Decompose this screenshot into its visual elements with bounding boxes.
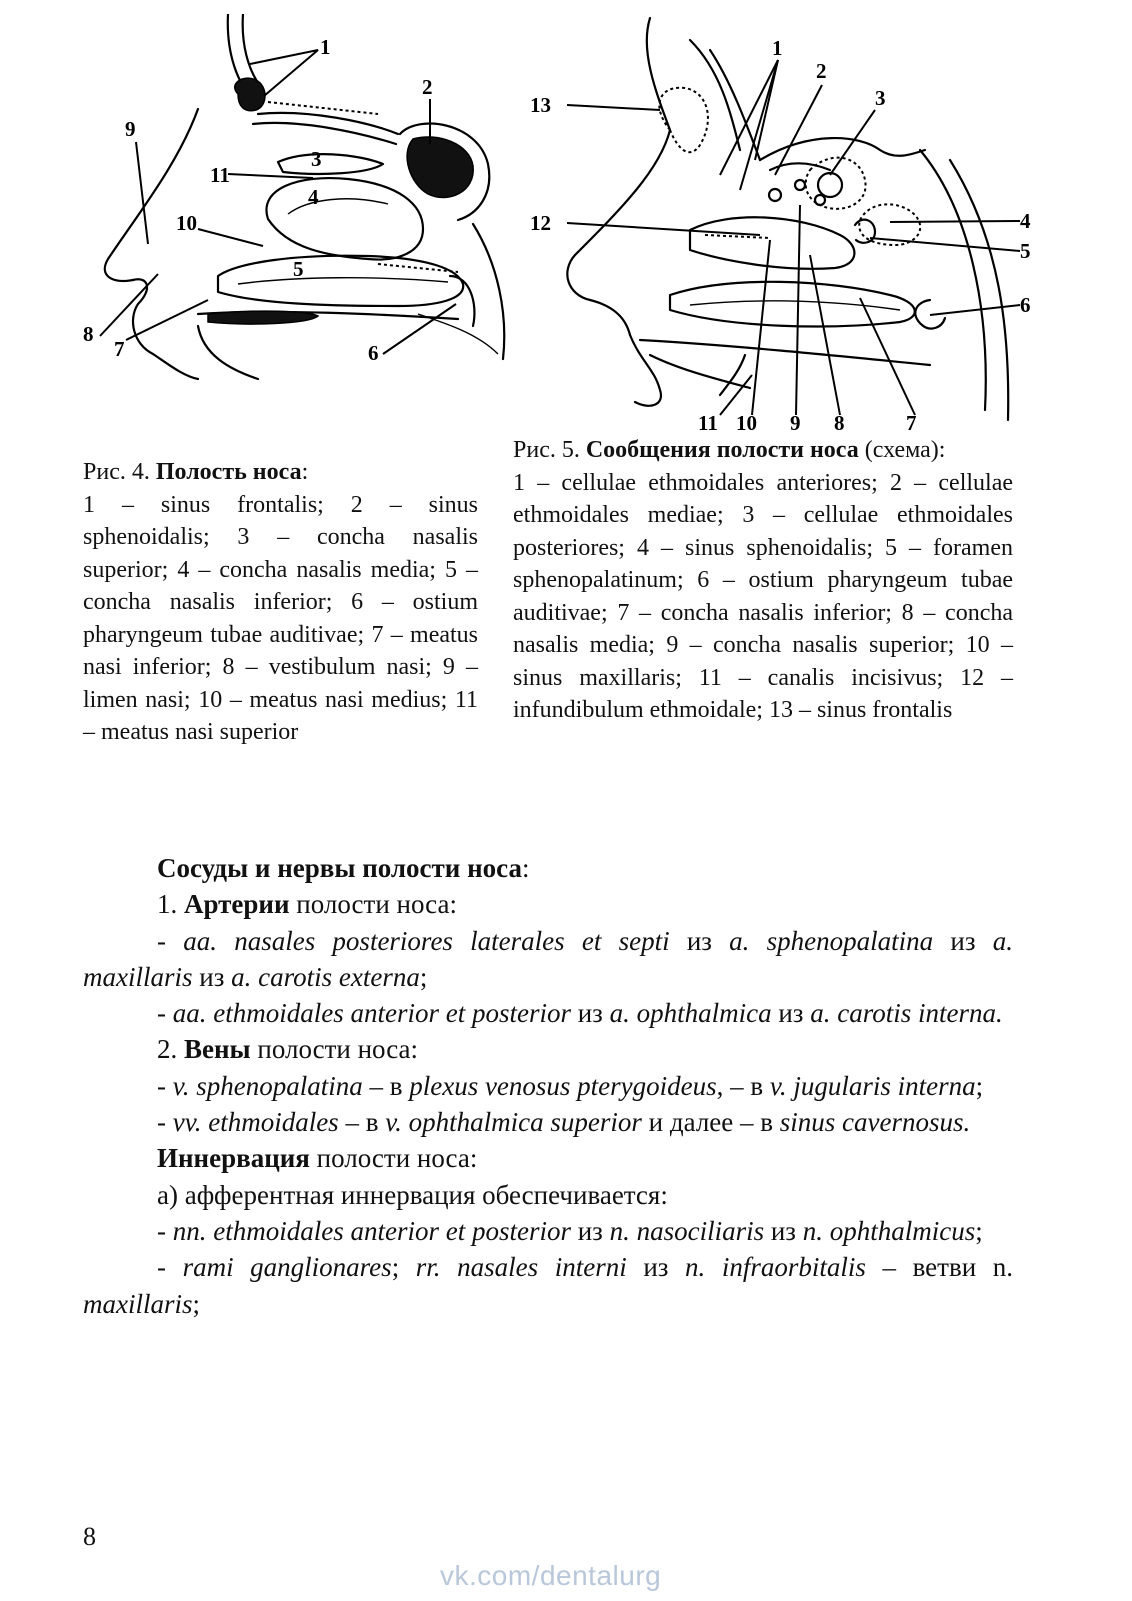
figure-4-label-1: 1	[320, 35, 331, 59]
figure-4-label-4: 4	[308, 185, 319, 209]
figure-4-caption-prefix: Рис. 4.	[83, 459, 156, 485]
veins-item-2-c: v. ophthalmica superior	[385, 1107, 642, 1138]
figure-5-label-7: 7	[906, 411, 917, 435]
arteries-item-2-a: - aa. ethmoidales anterior et posterior	[157, 998, 571, 1029]
figure-5-label-6: 6	[1020, 293, 1031, 317]
figure-5-label-9: 9	[790, 411, 801, 435]
arteries-item-2-e: a. carotis interna.	[810, 998, 1003, 1029]
section-heading	[83, 850, 1013, 886]
arteries-item-2	[83, 995, 1013, 1031]
innervation-item-2-c: rr. nasales interni	[415, 1252, 627, 1283]
figure-5-label-8: 8	[834, 411, 845, 435]
veins-item-1-f: ;	[975, 1070, 984, 1101]
innervation-item-1-f: ;	[975, 1215, 983, 1246]
arteries-item-1-d: из	[933, 925, 993, 956]
arteries-item-1-b: из	[669, 925, 730, 956]
figure-4-label-7: 7	[114, 337, 125, 361]
veins-item-2-a: - vv. ethmoidales	[157, 1107, 339, 1138]
figure-4-caption	[83, 456, 478, 749]
figure-4-illustration	[78, 14, 518, 386]
innervation-item-1-c: n. nasociliaris	[609, 1215, 765, 1246]
arteries-item-1	[83, 923, 1013, 996]
figure-5-label-1: 1	[772, 36, 783, 60]
arteries-bold: Артерии	[184, 889, 290, 920]
figure-4-label-10: 10	[176, 211, 197, 235]
innervation-rest: полости носа:	[309, 1143, 478, 1174]
innervation-item-1-b: из	[570, 1215, 610, 1246]
veins-item-1-e: v. jugularis interna	[769, 1070, 976, 1101]
arteries-heading	[83, 886, 1013, 922]
figure-4-label-6: 6	[368, 341, 379, 365]
innervation-item-2-a: - rami ganglionares	[157, 1252, 392, 1283]
figure-4-label-9: 9	[125, 117, 136, 141]
figure-5-label-12: 12	[530, 211, 551, 235]
body-text	[83, 850, 1013, 1322]
innervation-item-2	[83, 1249, 1013, 1322]
innervation-item-1	[83, 1213, 1013, 1249]
innervation-item-2-h: ;	[192, 1288, 201, 1319]
innervation-item-1-d: из	[764, 1215, 803, 1246]
veins-item-1-c: plexus venosus pterygoideus	[409, 1070, 717, 1101]
figure-5-nasal-communications	[530, 10, 1050, 436]
figure-5-caption-suffix: (схема):	[858, 437, 946, 463]
figure-4-label-3: 3	[311, 147, 322, 171]
figure-5-caption-title	[513, 434, 1013, 467]
innervation-item-2-g: maxillaris	[83, 1288, 193, 1319]
figure-5-label-5: 5	[1020, 239, 1031, 263]
figure-5-caption-text: 1 – cellulae ethmoidales anteriores; 2 – cellulae ethmoidales mediae; 3 – cellulae ethmoidales posteriores; 4 – sinus sphenoidalis; 5 – foramen sphenopalatinum; 6 – ostium pharyngeum tubae auditivae; 7 – concha nasalis inferior; 8 – concha nasalis media; 9 – concha nasalis superior; 10 – sinus maxillaris; 11 – canalis incisivus; 12 – infundibulum ethmoidale; 13 – sinus frontalis	[513, 469, 1013, 723]
innervation-item-2-e: n. infraorbitalis	[685, 1252, 866, 1283]
veins-item-2	[83, 1104, 1013, 1140]
arteries-item-1-f: из	[192, 961, 232, 992]
figure-5-caption-prefix: Рис. 5.	[513, 437, 586, 463]
figure-4-caption-bold: Полость носа	[155, 459, 302, 485]
arteries-item-1-h: ;	[419, 961, 428, 992]
figure-4-caption-suffix: :	[301, 459, 309, 485]
innervation-item-2-f: – ветви n.	[865, 1252, 1013, 1283]
innervation-item-2-b: ;	[391, 1252, 416, 1283]
innervation-item-1-a: - nn. ethmoidales anterior et posterior	[157, 1215, 571, 1246]
veins-bold: Вены	[184, 1034, 251, 1065]
arteries-item-1-c: a. sphenopalatina	[729, 925, 934, 956]
figure-5-label-13: 13	[530, 93, 551, 117]
arteries-item-1-e: a. maxillaris	[83, 925, 1013, 992]
arteries-rest: полости носа:	[289, 889, 457, 920]
veins-num: 2.	[157, 1034, 184, 1065]
figure-5-label-10: 10	[736, 411, 757, 435]
veins-item-1-a: - v. sphenopalatina	[157, 1070, 363, 1101]
section-heading-suffix: :	[521, 853, 530, 883]
figure-4-label-8: 8	[83, 322, 94, 346]
innervation-item-1-e: n. ophthalmicus	[802, 1215, 976, 1246]
figure-5-label-4: 4	[1020, 209, 1031, 233]
watermark: vk.com/dentalurg	[440, 1560, 662, 1591]
veins-rest: полости носа:	[250, 1034, 419, 1065]
veins-item-2-d: и далее – в	[641, 1107, 780, 1138]
veins-item-1-d: , – в	[716, 1070, 770, 1101]
figure-4-label-11: 11	[210, 163, 230, 187]
veins-item-1	[83, 1068, 1013, 1104]
figure-5-label-11: 11	[698, 411, 718, 435]
figure-5-caption-bold: Сообщения полости носа	[585, 437, 859, 463]
figure-4-caption-title	[83, 456, 478, 489]
figure-4-caption-text: 1 – sinus frontalis; 2 – sinus sphenoidalis; 3 – concha nasalis superior; 4 – concha nasalis media; 5 – concha nasalis inferior; 6 – ostium pharyngeum tubae auditivae; 7 – meatus nasi inferior; 8 – vestibulum nasi; 9 – limen nasi; 10 – meatus nasi medius; 11 – meatus nasi superior	[83, 491, 478, 745]
veins-item-2-e: sinus cavernosus.	[779, 1107, 971, 1138]
section-heading-text: Сосуды и нервы полости носа	[157, 853, 522, 883]
figure-4-label-2: 2	[422, 75, 433, 99]
veins-item-2-b: – в	[338, 1107, 386, 1138]
innervation-bold: Иннервация	[157, 1143, 310, 1174]
figure-5-illustration	[530, 10, 1050, 436]
arteries-item-1-a: - aa. nasales posteriores laterales et septi	[157, 925, 670, 956]
veins-heading	[83, 1031, 1013, 1067]
figure-5-label-3: 3	[875, 86, 886, 110]
page-number: 8	[83, 1522, 96, 1551]
figure-4-nasal-cavity	[78, 14, 518, 386]
arteries-item-2-b: из	[570, 998, 610, 1029]
arteries-item-2-d: из	[771, 998, 811, 1029]
arteries-item-2-c: a. ophthalmica	[609, 998, 772, 1029]
innervation-item-2-d: из	[626, 1252, 686, 1283]
arteries-num: 1.	[157, 889, 184, 920]
veins-item-1-b: – в	[362, 1070, 410, 1101]
innervation-heading	[83, 1140, 1013, 1176]
figure-5-caption	[513, 434, 1013, 727]
figure-5-label-2: 2	[816, 59, 827, 83]
arteries-item-1-g: a. carotis externa	[231, 961, 420, 992]
figure-4-label-5: 5	[293, 257, 304, 281]
innervation-afferent: а) афферентная иннервация обеспечивается:	[157, 1179, 668, 1210]
